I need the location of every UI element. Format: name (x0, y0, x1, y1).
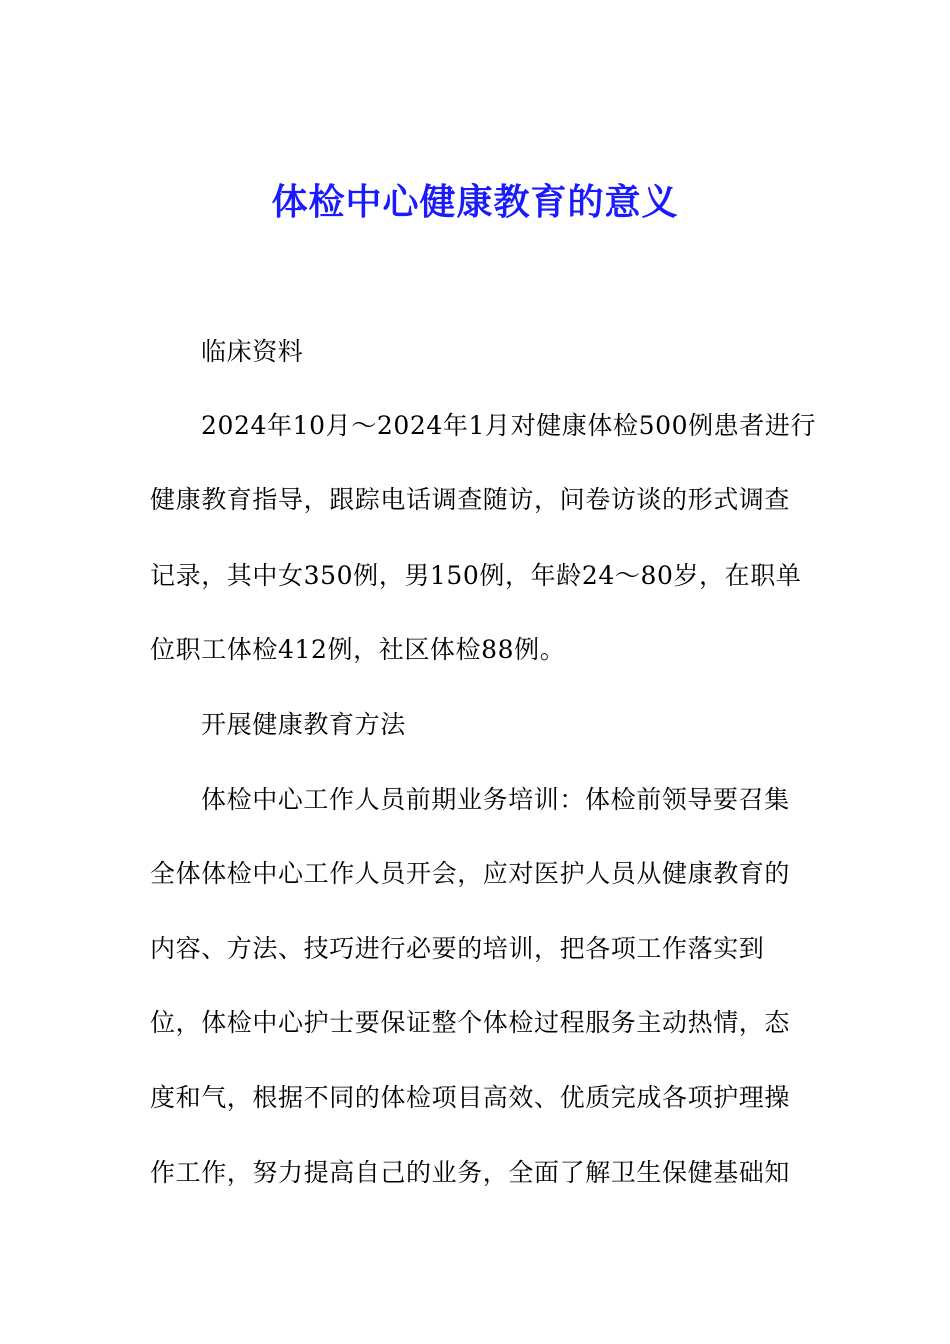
paragraph-line: 健康教育指导，跟踪电话调查随访，问卷访谈的形式调查 (150, 485, 791, 514)
section-heading-clinical-data: 临床资料 (201, 337, 304, 366)
paragraph-line: 度和气，根据不同的体检项目高效、优质完成各项护理操 (150, 1083, 791, 1112)
paragraph-line: 作工作，努力提高自己的业务，全面了解卫生保健基础知 (150, 1158, 791, 1187)
paragraph-line: 位职工体检412例，社区体检88例。 (150, 635, 566, 664)
paragraph-line: 位，体检中心护士要保证整个体检过程服务主动热情，态 (150, 1008, 791, 1037)
document-title: 体检中心健康教育的意义 (271, 182, 679, 223)
paragraph-line: 全体体检中心工作人员开会，应对医护人员从健康教育的 (150, 859, 791, 888)
section-heading-methods: 开展健康教育方法 (201, 710, 406, 739)
paragraph-line: 2024年10月～2024年1月对健康体检500例患者进行 (201, 411, 817, 440)
paragraph-line: 记录，其中女350例，男150例，年龄24～80岁，在职单 (150, 561, 802, 590)
paragraph-line: 内容、方法、技巧进行必要的培训，把各项工作落实到 (150, 934, 765, 963)
paragraph-line: 体检中心工作人员前期业务培训：体检前领导要召集 (201, 785, 790, 814)
